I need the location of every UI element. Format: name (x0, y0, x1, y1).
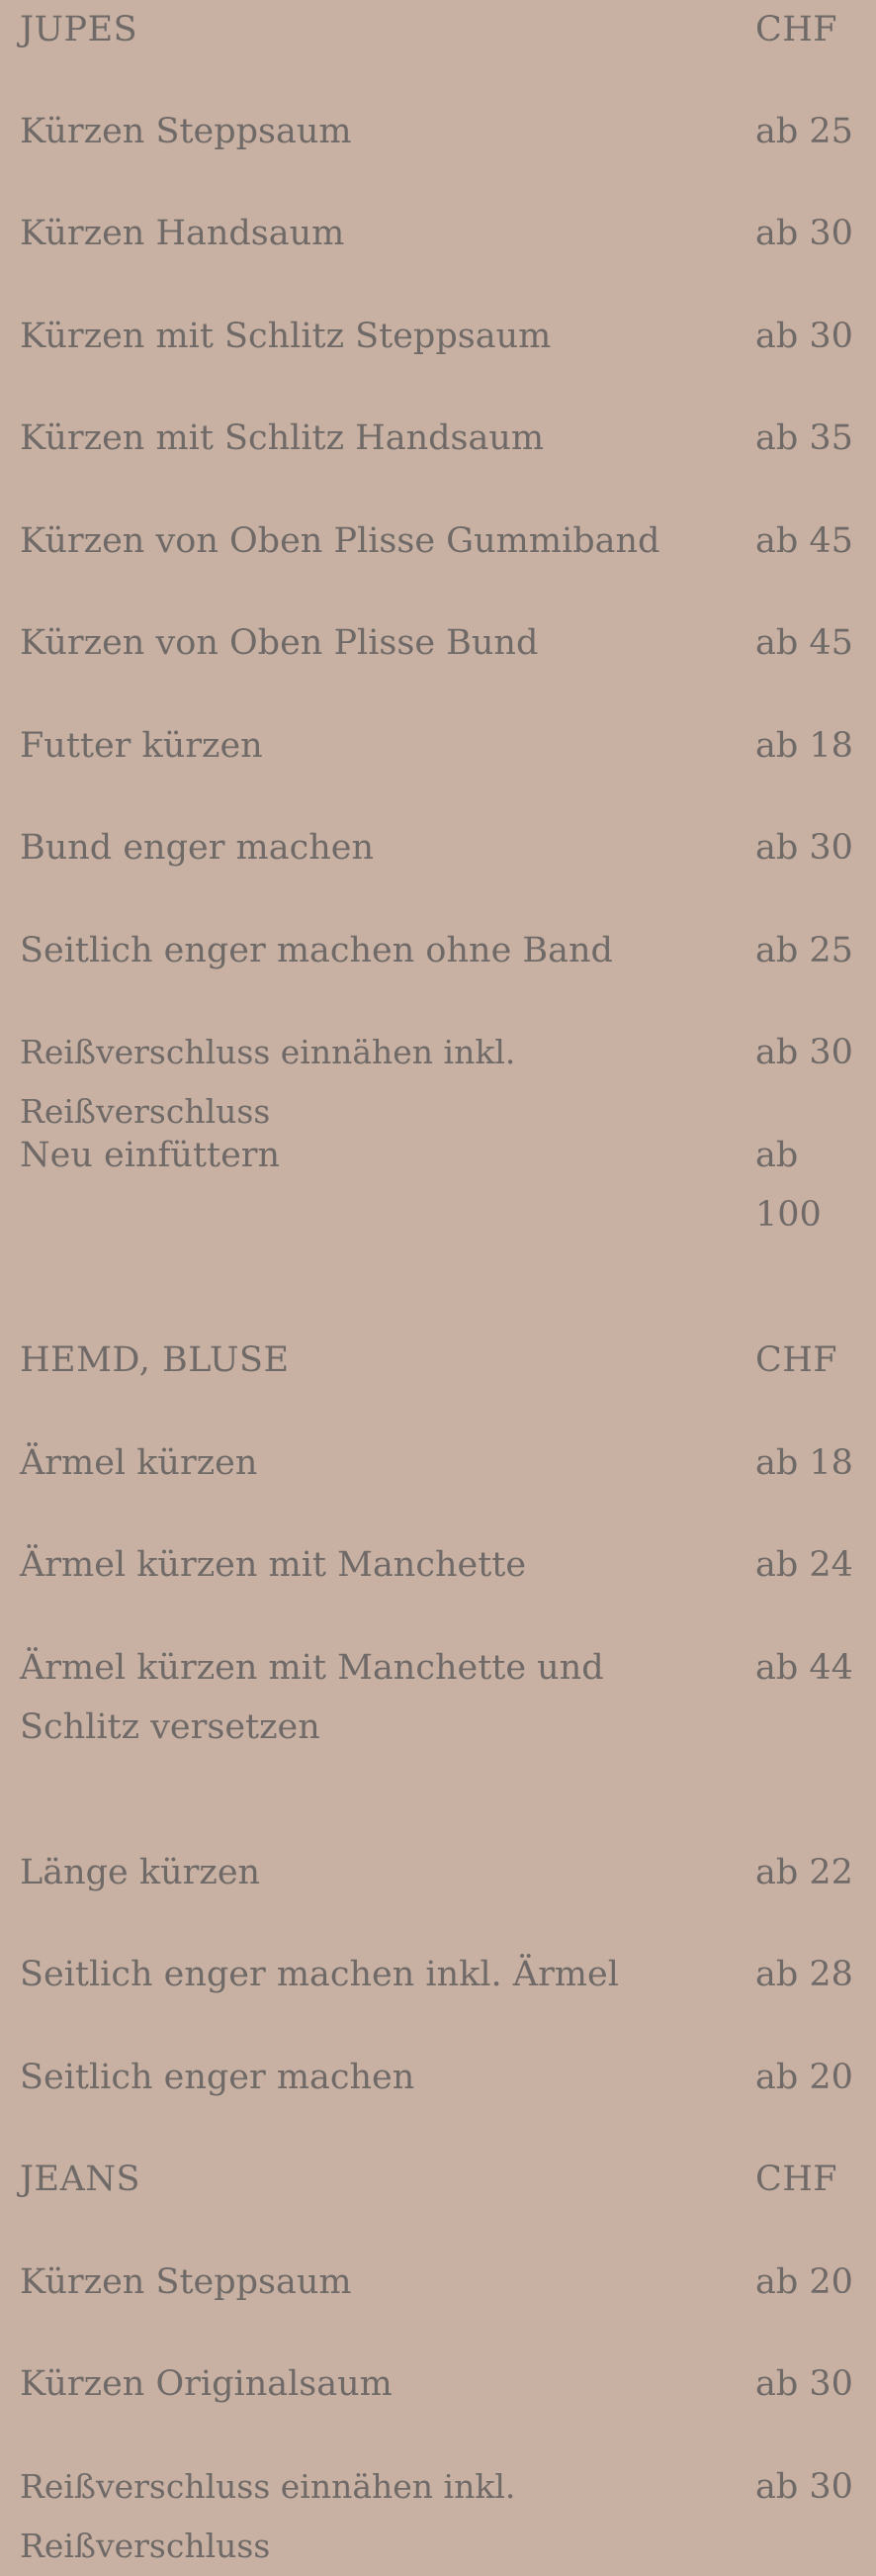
service-price: ab 30 (755, 2467, 853, 2507)
service-price: ab 18 (755, 1443, 853, 1483)
service-label: Länge kürzen (20, 1853, 261, 1892)
service-price: ab 25 (755, 931, 853, 970)
service-price: ab 45 (755, 623, 853, 663)
service-label: Ärmel kürzen mit Manchette (20, 1545, 527, 1585)
service-label: Kürzen Originalsaum (20, 2364, 393, 2404)
currency-label: CHF (755, 2160, 838, 2199)
service-label: Kürzen mit Schlitz Steppsaum (20, 317, 552, 356)
service-price: ab 24 (755, 1545, 853, 1585)
service-price: ab 28 (755, 1955, 853, 1994)
service-price: ab 18 (755, 726, 853, 766)
service-price: ab 20 (755, 2058, 853, 2097)
service-price: ab 35 (755, 418, 853, 458)
service-label: Reißverschluss einnähen inkl. Reißverschluss (20, 2467, 516, 2565)
service-price: ab 45 (755, 521, 853, 561)
service-label: Ärmel kürzen (20, 1443, 258, 1483)
currency-label: CHF (755, 10, 838, 49)
service-price: ab 30 (755, 2364, 853, 2404)
section-title: JEANS (20, 2160, 140, 2199)
service-price: ab 30 (755, 1033, 853, 1072)
service-label: Kürzen von Oben Plisse Gummiband (20, 521, 660, 561)
service-price: ab 30 (755, 214, 853, 253)
service-label: Kürzen mit Schlitz Handsaum (20, 418, 545, 458)
service-label: Futter kürzen (20, 726, 263, 766)
section-title: HEMD, BLUSE (20, 1340, 290, 1380)
service-label: Kürzen Steppsaum (20, 2262, 352, 2302)
section-title: JUPES (20, 10, 138, 49)
service-label: Seitlich enger machen inkl. Ärmel (20, 1955, 619, 1994)
service-label: Seitlich enger machen ohne Band (20, 931, 613, 970)
service-price: ab 30 (755, 828, 853, 868)
service-label: Ärmel kürzen mit Manchette und Schlitz versetzen (20, 1648, 604, 1747)
currency-label: CHF (755, 1340, 838, 1380)
service-label: Kürzen Handsaum (20, 214, 345, 253)
service-label: Bund enger machen (20, 828, 375, 868)
service-price: ab 100 (755, 1136, 822, 1235)
service-label: Kürzen von Oben Plisse Bund (20, 623, 539, 663)
service-price: ab 44 (755, 1648, 853, 1688)
service-price: ab 22 (755, 1853, 853, 1892)
service-label: Neu einfüttern (20, 1136, 281, 1175)
service-price: ab 25 (755, 112, 853, 151)
service-price: ab 30 (755, 317, 853, 356)
service-label: Reißverschluss einnähen inkl. Reißverschluss (20, 1033, 516, 1131)
service-price: ab 20 (755, 2262, 853, 2302)
service-label: Seitlich enger machen (20, 2058, 415, 2097)
service-label: Kürzen Steppsaum (20, 112, 352, 151)
